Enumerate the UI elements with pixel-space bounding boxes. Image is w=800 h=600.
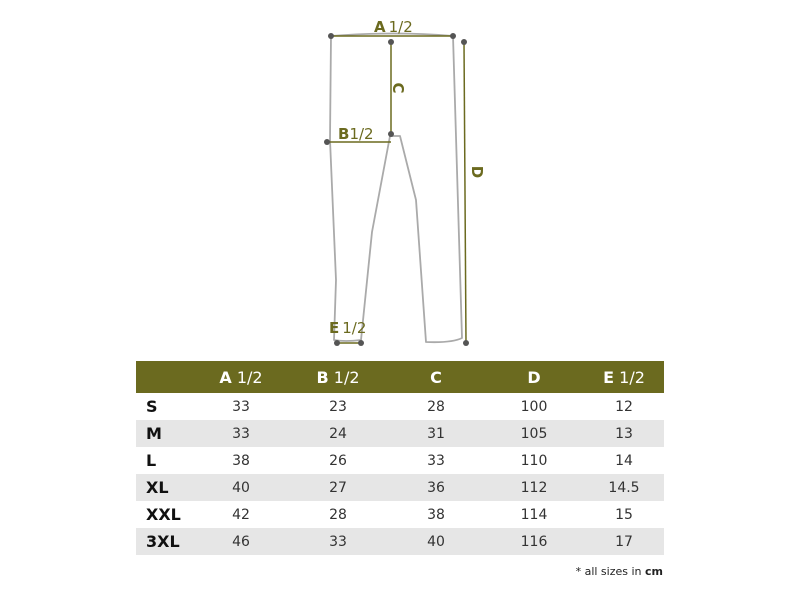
measurement-cell: 38 bbox=[427, 506, 445, 523]
table-header-row bbox=[136, 361, 664, 393]
label-e: E 1/2 bbox=[329, 319, 367, 337]
table-row bbox=[136, 420, 664, 447]
size-chart-table bbox=[136, 361, 664, 555]
size-label: S bbox=[146, 397, 158, 416]
measurement-cell: 24 bbox=[329, 425, 347, 442]
label-a: A 1/2 bbox=[374, 18, 413, 36]
measurement-cell: 33 bbox=[329, 533, 347, 550]
measurement-cell: 40 bbox=[427, 533, 445, 550]
header-letter: A bbox=[219, 367, 232, 387]
measure-line-d bbox=[464, 42, 466, 343]
measurement-cell: 14 bbox=[615, 452, 633, 469]
header-letter: B bbox=[316, 367, 329, 387]
measurement-cell: 38 bbox=[232, 452, 250, 469]
measure-dots bbox=[324, 33, 469, 346]
header-fraction: 1/2 bbox=[231, 367, 263, 387]
label-b: B1/2 bbox=[338, 125, 374, 143]
header-letter: D bbox=[527, 367, 541, 387]
measurement-cell: 40 bbox=[232, 479, 250, 496]
pants-outline bbox=[330, 34, 462, 343]
size-label: XL bbox=[146, 478, 169, 497]
measurement-cell: 31 bbox=[427, 425, 445, 442]
measurement-cell: 36 bbox=[427, 479, 445, 496]
measurement-cell: 28 bbox=[427, 398, 445, 415]
measurement-cell: 100 bbox=[520, 398, 548, 415]
measurement-cell: 27 bbox=[329, 479, 347, 496]
table-row bbox=[136, 447, 664, 474]
measurement-cell: 46 bbox=[232, 533, 250, 550]
header-fraction: 1/2 bbox=[614, 367, 645, 387]
size-label: M bbox=[146, 424, 162, 443]
label-d: D bbox=[468, 165, 487, 179]
header-col-a bbox=[194, 361, 288, 393]
header-letter: C bbox=[430, 367, 442, 387]
measurement-cell: 42 bbox=[232, 506, 250, 523]
measurement-cell: 33 bbox=[232, 398, 250, 415]
header-size-column bbox=[136, 361, 194, 393]
units-footnote bbox=[576, 565, 663, 578]
table-row bbox=[136, 474, 664, 501]
table-body bbox=[136, 393, 664, 555]
measurement-cell: 110 bbox=[520, 452, 548, 469]
measurement-cell: 13 bbox=[615, 425, 633, 442]
size-label: L bbox=[146, 451, 157, 470]
header-col-c bbox=[388, 361, 484, 393]
label-c: C bbox=[389, 82, 408, 94]
measurement-cell: 17 bbox=[615, 533, 633, 550]
table-row bbox=[136, 528, 664, 555]
header-letter: E bbox=[603, 367, 615, 387]
header-col-d bbox=[484, 361, 584, 393]
measurement-cell: 33 bbox=[232, 425, 250, 442]
measurement-cell: 105 bbox=[520, 425, 548, 442]
footnote-unit: cm bbox=[645, 565, 663, 578]
table-row bbox=[136, 393, 664, 420]
header-col-e bbox=[584, 361, 664, 393]
table-row bbox=[136, 501, 664, 528]
measurement-cell: 14.5 bbox=[608, 479, 640, 496]
measurement-cell: 28 bbox=[329, 506, 347, 523]
measurement-cell: 112 bbox=[520, 479, 548, 496]
measurement-cell: 12 bbox=[615, 398, 633, 415]
size-label: XXL bbox=[146, 505, 181, 524]
footnote-text: * all sizes in bbox=[575, 565, 646, 578]
measurement-cell: 116 bbox=[520, 533, 548, 550]
measurement-cell: 15 bbox=[615, 506, 633, 523]
header-fraction: 1/2 bbox=[328, 367, 360, 387]
measurement-cell: 33 bbox=[427, 452, 445, 469]
measurement-cell: 23 bbox=[329, 398, 347, 415]
header-col-b bbox=[288, 361, 388, 393]
measurement-cell: 26 bbox=[329, 452, 347, 469]
measurement-cell: 114 bbox=[520, 506, 548, 523]
size-label: 3XL bbox=[146, 532, 180, 551]
